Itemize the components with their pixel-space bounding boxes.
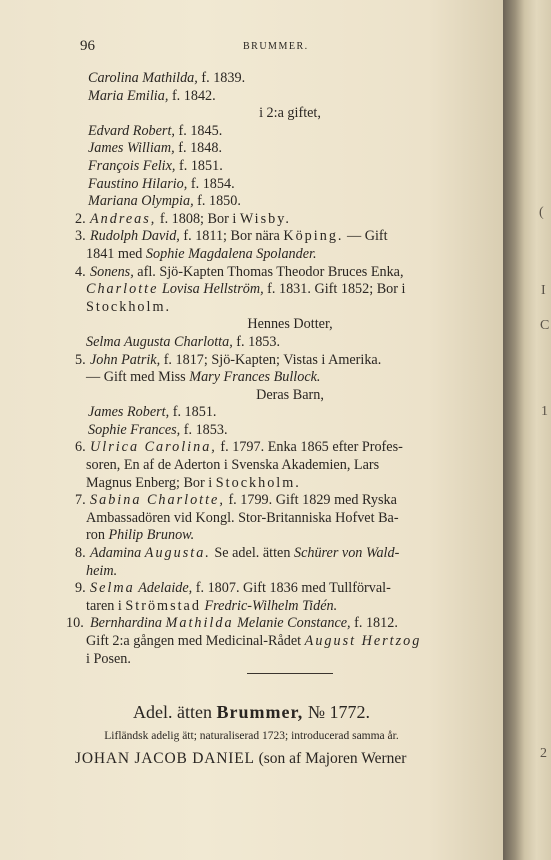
text-run: Charlotte [86,281,159,298]
family-section-title [0,702,503,723]
text-run: Se adel. ätten [210,545,294,562]
text-run: Bernhardina [90,615,162,632]
text-line [88,70,490,88]
text-line [86,563,490,581]
text-line [88,158,490,176]
text-run: f. 1811; Bor nära [179,228,284,245]
text-line [86,281,490,299]
text-run: Adamina [90,545,142,562]
text-run: f. 1812. [350,615,398,632]
text-run: — Gift [343,228,388,245]
text-run: Hennes Dotter, [247,316,333,333]
text-run: Ulrica Carolina, [90,439,217,456]
text-run: Stockholm. [86,298,172,315]
text-run: Mary Frances Bullock. [189,369,321,386]
text-run: taren i [86,597,126,614]
text-run: f. 1842. [168,87,216,104]
text-run: James William, [88,140,175,157]
text-run: heim. [86,562,118,579]
text-run: August Hertzog [304,633,422,649]
text-run: Philip Brunow. [108,527,195,544]
text-run: f. 1797. Enka 1865 efter Profes- [216,439,403,456]
text-run: f. 1851. [169,404,217,421]
text-line [86,633,490,651]
text-run: Sabina Charlotte, [90,492,225,509]
text-line [90,387,490,405]
text-run: f. 1851. [175,157,223,174]
text-run: f. 1817; Sjö-Kapten; Vistas i Amerika. [160,351,382,368]
edge-glyph: ( [539,205,544,220]
edge-glyph: I [541,283,546,298]
text-run: Schürer von Wald- [293,545,400,562]
first-entry-line [75,750,406,768]
text-run: f. 1853. [180,421,228,438]
text-run: f. 1799. Gift 1829 med Ryska [224,492,397,509]
text-run: f. 1807. Gift 1836 med Tullförval- [192,580,391,597]
text-line: 8. Adamina Augusta. Se adel. ätten Schürer von Wald- [75,545,400,562]
text-run: Wisby. [239,210,291,227]
text-line [88,176,490,194]
text-run: — Gift med Miss [86,369,190,386]
text-run: Maria Emilia, [88,87,169,104]
text-line: 4. Sonens, afl. Sjö-Kapten Thomas Theodor Bruces Enka, [75,263,404,280]
text-line [86,369,490,387]
text-run: Mariana Olympia, [88,193,194,210]
text-line [86,527,490,545]
text-run: Sophie Magdalena Spolander. [145,245,317,262]
text-run: François Felix, [88,157,176,174]
text-run: Edvard Robert, [88,122,175,139]
text-run: Fredric-Wilhelm Tidén. [204,597,338,614]
text-run: Augusta. [144,545,211,562]
text-run: f. 1848. [174,140,222,157]
text-run: Ambassadören vid Kongl. Stor-Britanniska Hofvet Ba- [86,509,399,526]
entry-text: (son af Majoren Werner [254,750,407,767]
page-header [0,38,503,58]
text-run: Rudolph David, [90,228,180,245]
text-run: f. 1808; Bor i [156,210,240,227]
edge-glyph: 2 [540,746,547,761]
text-run: Stockholm. [215,474,301,491]
text-line [86,475,490,493]
text-run: f. 1845. [174,122,223,139]
family-description: Lifländsk adelig ätt; naturaliserad 1723; introducerad samma år. [104,730,399,742]
family-number: № 1772. [307,702,370,722]
text-run: afl. Sjö-Kapten Thomas Theodor Bruces Enka, [133,263,404,280]
text-line: 2. Andreas, f. 1808; Bor i Wisby. [75,210,291,227]
text-run: James Robert, [88,404,170,421]
text-run: i 2:a giftet, [259,105,321,122]
text-line: 3. Rudolph David, f. 1811; Bor nära Köping. — Gift [75,228,388,245]
text-line [88,404,490,422]
text-line: 7. Sabina Charlotte, f. 1799. Gift 1829 med Ryska [75,492,397,509]
text-run: Magnus Enberg; Bor i [86,474,216,491]
text-run: Sonens, [90,263,134,280]
text-line [90,316,490,334]
edge-glyph: C [540,318,550,333]
text-line: 5. John Patrik, f. 1817; Sjö-Kapten; Vistas i Amerika. [75,351,382,368]
text-run: Selma [90,580,135,597]
text-run: Lovisa Hellström, [161,281,264,298]
text-line [86,598,490,616]
text-run: Deras Barn, [256,386,324,403]
text-run: Adelaide, [138,580,193,597]
text-line [86,246,490,264]
text-run: f. 1831. Gift 1852; Bor i [263,281,406,298]
next-page-edge [503,0,551,860]
entry-name: JOHAN JACOB DANIEL [75,750,255,767]
text-run: Faustino Hilario, [88,175,188,192]
text-line: 10. Bernhardina Mathilda Melanie Constance, f. 1812. [66,615,398,632]
text-run: 1841 med [86,245,146,262]
text-run: Sophie Frances, [88,421,181,438]
text-line [86,334,490,352]
text-line [86,510,490,528]
section-divider [247,673,333,674]
text-run: soren, En af de Aderton i Svenska Akademien, Lars [86,457,380,474]
text-run: ron [86,527,109,544]
text-line [86,299,490,317]
text-line [86,457,490,475]
text-line [88,422,490,440]
text-run: Melanie Constance, [237,615,351,632]
text-run: John Patrik, [90,351,161,368]
text-line [86,651,490,669]
text-run: i Posen. [86,650,131,667]
text-run: f. 1853. [232,333,281,350]
text-line [88,140,490,158]
text-run: Mathilda [165,615,234,632]
running-head: BRUMMER. [243,41,309,52]
text-run: Selma Augusta Charlotta, [86,333,233,350]
text-run: Andreas, [90,210,157,227]
family-name: Brummer, [216,702,304,722]
text-run: Carolina Mathilda, [88,70,198,86]
text-run: f. 1854. [187,175,235,192]
text-run: Strömstad [125,597,201,614]
text-run: f. 1850. [193,193,241,210]
edge-glyph: 1 [541,404,548,419]
text-run: f. 1839. [197,70,246,86]
text-run: Gift 2:a gången med Medicinal-Rådet [86,633,305,649]
text-line: 6. Ulrica Carolina, f. 1797. Enka 1865 efter Profes- [75,439,403,456]
title-prefix: Adel. ätten [133,702,212,722]
text-run: Köping. [283,228,344,245]
page-number: 96 [80,38,95,54]
text-line [90,105,490,123]
text-line [88,88,490,106]
text-line [88,123,490,141]
text-line [88,193,490,211]
text-line: 9. Selma Adelaide, f. 1807. Gift 1836 med Tullförval- [75,580,391,597]
genealogy-text [66,70,490,674]
